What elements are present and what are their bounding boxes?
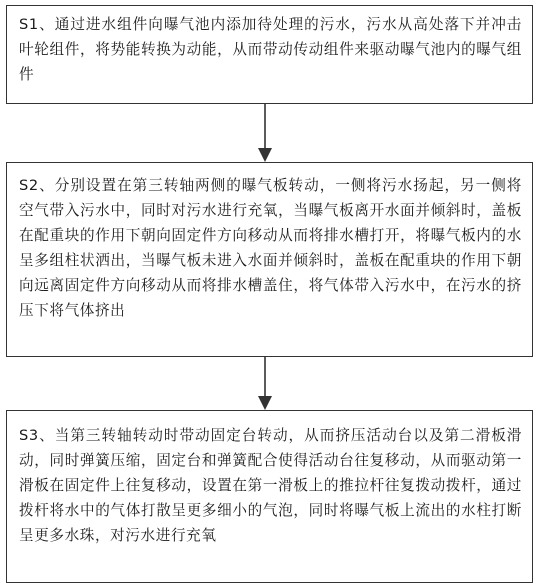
step-text-s2: S2、分别设置在第三转轴两侧的曝气板转动，一侧将污水扬起，另一侧将空气带入污水中，同时对污水进行充氧，当曝气板离开水面并倾斜时，盖板在配重块的作用下朝向固定件方向移动从而将排水槽打开，将曝气板内的水呈多组柱状洒出，当曝气板未进入水面并倾斜时，盖板在配重块的作用下朝向远离固定件方向移动从而将排水槽盖住，将气体带入污水中，在污水的挤压下将气体挤出	[19, 177, 522, 319]
step-box-s2	[6, 162, 533, 357]
step-box-s3	[6, 410, 533, 583]
arrow-s1-to-s2	[254, 104, 276, 162]
step-box-s1	[6, 5, 533, 104]
arrow-s2-to-s3	[254, 357, 276, 410]
step-text-s1: S1、通过进水组件向曝气池内添加待处理的污水，污水从高处落下并冲击叶轮组件，将势能转换为动能，从而带动传动组件来驱动曝气池内的曝气组件	[19, 16, 522, 83]
step-text-s3: S3、当第三转轴转动时带动固定台转动，从而挤压活动台以及第二滑板滑动，同时弹簧压缩，固定台和弹簧配合使得活动台往复移动，从而驱动第一滑板在固定件上往复移动，设置在第一滑板上的推拉杆往复拨动拨杆，通过拨杆将水中的气体打散呈更多细小的气泡，同时将曝气板上流出的水柱打断呈更多水珠，对污水进行充氧	[19, 427, 522, 544]
